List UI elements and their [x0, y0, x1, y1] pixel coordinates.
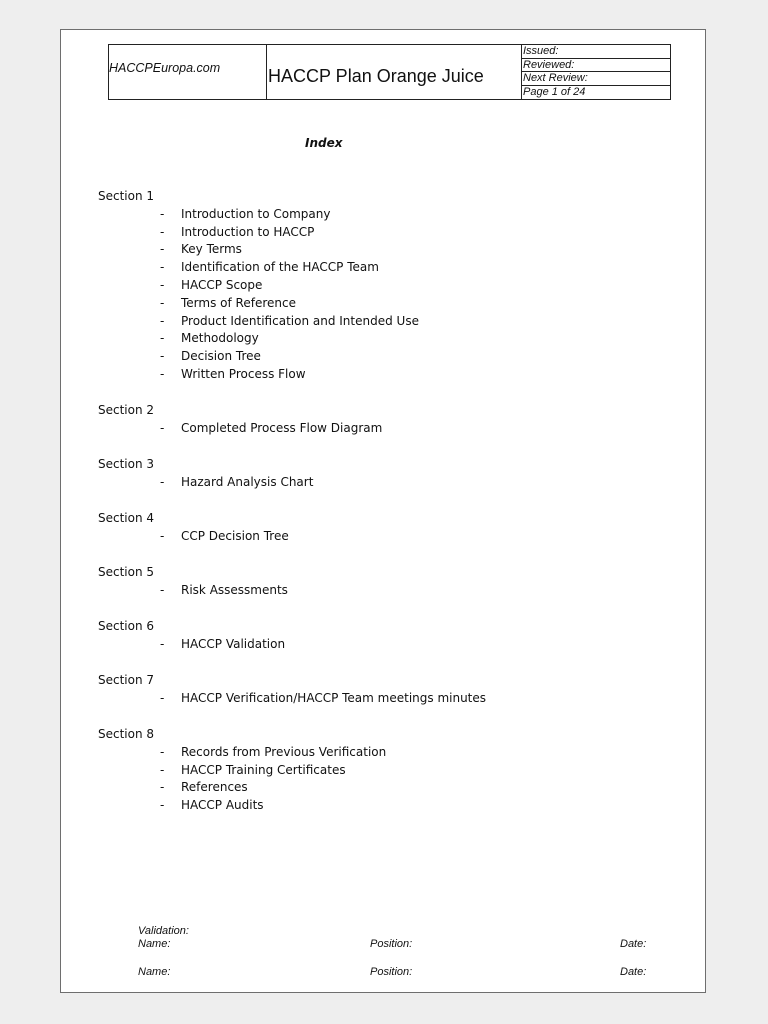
signature-row [138, 966, 658, 980]
dash-bullet: - [160, 582, 165, 597]
toc-item [98, 206, 658, 224]
dash-bullet: - [160, 690, 165, 705]
toc-item [98, 528, 658, 546]
toc-item [98, 636, 658, 654]
name-label: Name: [138, 938, 171, 950]
section-label: Section 2 [98, 403, 155, 418]
index-heading: Index [305, 136, 343, 150]
toc-item [98, 348, 658, 366]
document-title: HACCP Plan Orange Juice [267, 45, 522, 99]
toc-section [98, 564, 658, 600]
table-of-contents [98, 188, 658, 833]
document-page [60, 29, 706, 993]
toc-item-text: HACCP Validation [181, 636, 286, 651]
dash-bullet: - [160, 420, 165, 435]
issued-field: Issued: [522, 45, 670, 59]
date-label: Date: [620, 938, 647, 950]
toc-item [98, 366, 658, 384]
toc-section [98, 510, 658, 546]
toc-item-text: Decision Tree [181, 349, 261, 364]
toc-item-text: HACCP Scope [181, 277, 263, 292]
toc-item-text: HACCP Training Certificates [181, 762, 346, 777]
toc-section [98, 188, 658, 384]
dash-bullet: - [160, 762, 165, 777]
dash-bullet: - [160, 474, 165, 489]
next-review-field: Next Review: [522, 72, 670, 86]
date-label: Date: [620, 966, 647, 978]
toc-section [98, 672, 658, 708]
validation-text: Validation: [138, 925, 189, 937]
section-label: Section 4 [98, 511, 155, 526]
toc-item-text: Hazard Analysis Chart [181, 474, 314, 489]
toc-item [98, 277, 658, 295]
section-label: Section 6 [98, 619, 155, 634]
validation-label [138, 925, 658, 939]
toc-section [98, 402, 658, 438]
position-label: Position: [370, 938, 413, 950]
toc-item-text: Introduction to Company [181, 206, 331, 221]
toc-item [98, 295, 658, 313]
dash-bullet: - [160, 780, 165, 795]
toc-item [98, 330, 658, 348]
dash-bullet: - [160, 331, 165, 346]
dash-bullet: - [160, 313, 165, 328]
dash-bullet: - [160, 349, 165, 364]
toc-section [98, 726, 658, 815]
dash-bullet: - [160, 242, 165, 257]
dash-bullet: - [160, 744, 165, 759]
toc-item-text: Identification of the HACCP Team [181, 260, 379, 275]
section-label: Section 1 [98, 189, 155, 203]
toc-item [98, 797, 658, 815]
site-name: HACCPEuropa.com [109, 45, 267, 99]
toc-item-text: Completed Process Flow Diagram [181, 420, 383, 435]
section-label: Section 5 [98, 565, 155, 580]
toc-item-text: HACCP Verification/HACCP Team meetings minutes [181, 690, 487, 705]
toc-section [98, 456, 658, 492]
toc-item-text: Product Identification and Intended Use [181, 313, 419, 328]
toc-item [98, 313, 658, 331]
dash-bullet: - [160, 528, 165, 543]
toc-item [98, 259, 658, 277]
signature-row [138, 938, 658, 952]
name-label: Name: [138, 966, 171, 978]
page-number: Page 1 of 24 [523, 85, 586, 98]
toc-item [98, 762, 658, 780]
toc-item-text: Written Process Flow [181, 366, 306, 381]
toc-item [98, 241, 658, 259]
dash-bullet: - [160, 206, 165, 221]
header-table [108, 44, 671, 100]
section-label: Section 8 [98, 727, 155, 742]
toc-item-text: Records from Previous Verification [181, 744, 387, 759]
dash-bullet: - [160, 295, 165, 310]
document-meta [522, 45, 670, 99]
toc-item [98, 224, 658, 242]
position-label: Position: [370, 966, 413, 978]
dash-bullet: - [160, 277, 165, 292]
toc-item [98, 779, 658, 797]
dash-bullet: - [160, 636, 165, 651]
dash-bullet: - [160, 260, 165, 275]
toc-item [98, 690, 658, 708]
toc-item-text: CCP Decision Tree [181, 528, 289, 543]
toc-item [98, 474, 658, 492]
toc-item-text: References [181, 780, 248, 795]
toc-item-text: Risk Assessments [181, 582, 288, 597]
reviewed-field: Reviewed: [522, 59, 670, 73]
toc-item [98, 420, 658, 438]
toc-item [98, 744, 658, 762]
toc-item-text: Key Terms [181, 242, 242, 257]
dash-bullet: - [160, 798, 165, 813]
toc-section [98, 618, 658, 654]
section-label: Section 3 [98, 457, 155, 472]
toc-item-text: Terms of Reference [181, 295, 296, 310]
section-label: Section 7 [98, 673, 155, 688]
toc-item-text: Introduction to HACCP [181, 224, 315, 239]
toc-item-text: Methodology [181, 331, 259, 346]
dash-bullet: - [160, 366, 165, 381]
dash-bullet: - [160, 224, 165, 239]
toc-item-text: HACCP Audits [181, 798, 264, 813]
toc-item [98, 582, 658, 600]
